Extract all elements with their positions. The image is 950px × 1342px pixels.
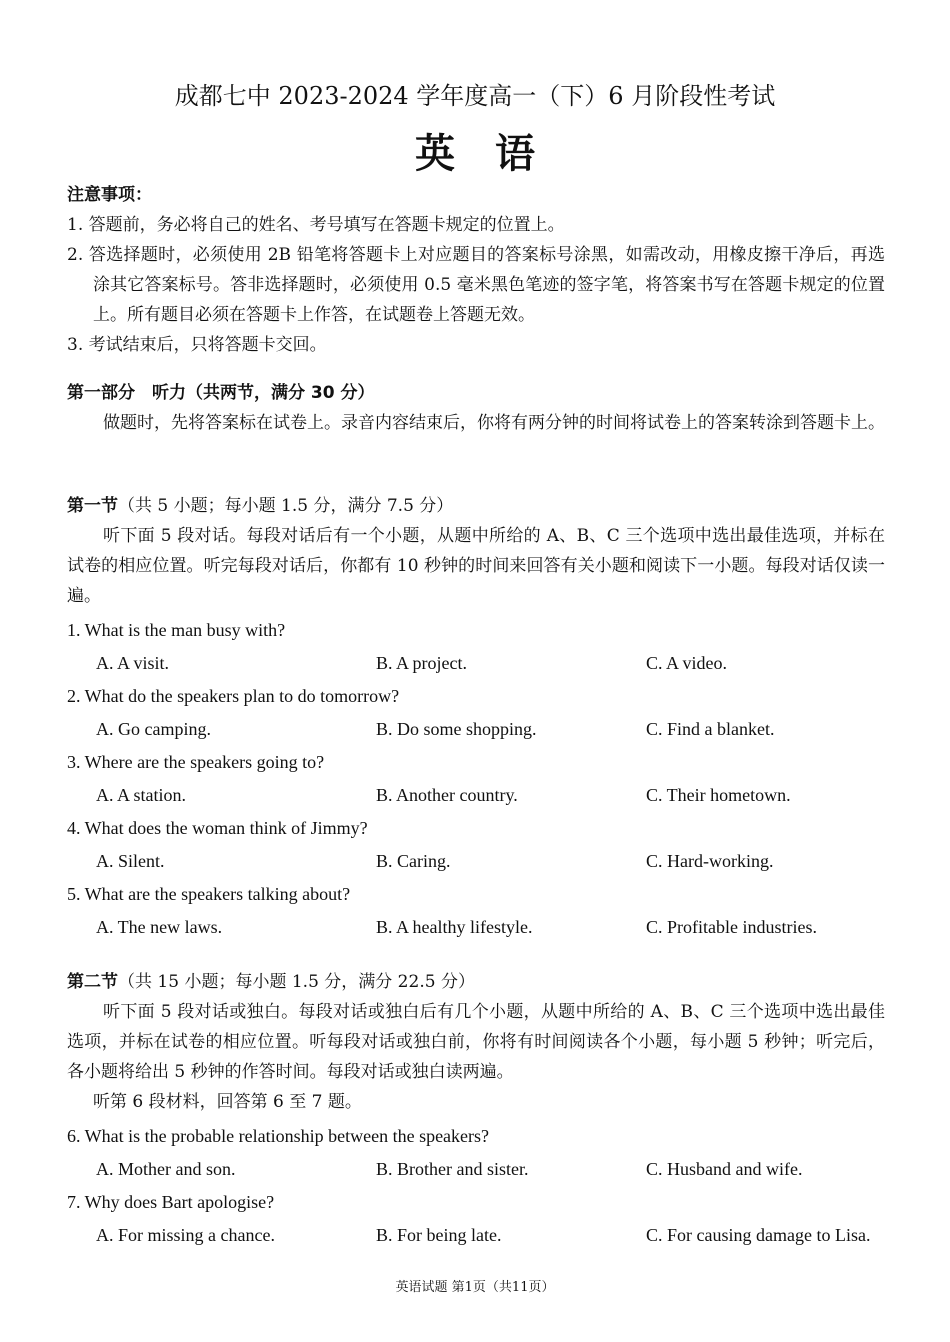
question-6: 6. What is the probable relationship between the speakers? bbox=[67, 1126, 490, 1146]
option-a: A. For missing a chance. bbox=[96, 1225, 275, 1245]
section1-heading-detail: （共 5 小题；每小题 1.5 分，满分 7.5 分） bbox=[118, 496, 454, 516]
option-c: C. Profitable industries. bbox=[646, 917, 817, 937]
notice-item-2: 2. 答选择题时，必须使用 2B 铅笔将答题卡上对应题目的答案标号涂黑，如需改动，用橡皮擦干净后，再选涂其它答案标号。答非选择题时，必须使用 0.5 毫米黑色笔迹的签字笔，将答案书写在答题卡规定的位置上。所有题目必须在答题卡上作答，在试题卷上答题无效。 bbox=[67, 245, 885, 325]
option-a: A. A station. bbox=[96, 785, 187, 805]
section2 bbox=[67, 967, 885, 1252]
question-3: 3. Where are the speakers going to? bbox=[67, 752, 325, 772]
option-a: A. A visit. bbox=[96, 653, 170, 673]
page-footer: 英语试题 第1页（共11页） bbox=[395, 1280, 555, 1295]
section1-heading bbox=[67, 491, 885, 521]
question-5: 5. What are the speakers talking about? bbox=[67, 884, 351, 904]
option-a: A. Mother and son. bbox=[96, 1159, 236, 1179]
notice-item-1: 1. 答题前，务必将自己的姓名、考号填写在答题卡规定的位置上。 bbox=[67, 215, 565, 235]
question-6-options bbox=[67, 1153, 885, 1186]
question-1: 1. What is the man busy with? bbox=[67, 620, 286, 640]
option-c: C. For causing damage to Lisa. bbox=[646, 1225, 871, 1245]
notice-item-3: 3. 考试结束后，只将答题卡交回。 bbox=[67, 335, 327, 355]
option-b: B. Brother and sister. bbox=[376, 1159, 529, 1179]
option-c: C. Hard-working. bbox=[646, 851, 774, 871]
option-b: B. A healthy lifestyle. bbox=[376, 917, 533, 937]
option-c: C. Their hometown. bbox=[646, 785, 791, 805]
option-a: A. The new laws. bbox=[96, 917, 223, 937]
option-a: A. Go camping. bbox=[96, 719, 211, 739]
section1 bbox=[67, 491, 885, 944]
option-b: B. For being late. bbox=[376, 1225, 502, 1245]
question-2: 2. What do the speakers plan to do tomorrow? bbox=[67, 686, 400, 706]
question-7-options bbox=[67, 1219, 885, 1252]
section1-heading-label: 第一节 bbox=[67, 496, 118, 516]
option-a: A. Silent. bbox=[96, 851, 165, 871]
subject-title: 英语 bbox=[415, 131, 575, 177]
section2-intro: 听下面 5 段对话或独白。每段对话或独白后有几个小题，从题中所给的 A、B、C 三个选项中选出最佳选项，并标在试卷的相应位置。听每段对话或独白前，你将有时间阅读各个小题，每小题 5 秒钟；听完后，各小题将给出 5 秒钟的作答时间。每段对话或独白读两遍。 bbox=[67, 1002, 885, 1082]
section1-intro: 听下面 5 段对话。每段对话后有一个小题，从题中所给的 A、B、C 三个选项中选出最佳选项，并标在试卷的相应位置。听完每段对话后，你都有 10 秒钟的时间来回答有关小题和阅读下一小题。每段对话仅读一遍。 bbox=[67, 526, 885, 606]
option-b: B. Do some shopping. bbox=[376, 719, 537, 739]
option-b: B. Another country. bbox=[376, 785, 518, 805]
option-c: C. A video. bbox=[646, 653, 728, 673]
material-note: 听第 6 段材料，回答第 6 至 7 题。 bbox=[93, 1092, 362, 1112]
part1-intro: 做题时，先将答案标在试卷上。录音内容结束后，你将有两分钟的时间将试卷上的答案转涂到答题卡上。 bbox=[103, 413, 885, 433]
part1-heading: 第一部分 听力（共两节，满分 30 分） bbox=[67, 383, 375, 403]
question-4-options bbox=[67, 845, 885, 878]
section2-heading-detail: （共 15 小题；每小题 1.5 分，满分 22.5 分） bbox=[118, 972, 475, 992]
question-5-options bbox=[67, 911, 885, 944]
question-2-options bbox=[67, 713, 885, 746]
option-c: C. Find a blanket. bbox=[646, 719, 775, 739]
question-7: 7. Why does Bart apologise? bbox=[67, 1192, 275, 1212]
question-3-options bbox=[67, 779, 885, 812]
notice-heading: 注意事项： bbox=[67, 185, 152, 205]
section2-heading bbox=[67, 967, 885, 997]
part1-section bbox=[67, 378, 885, 438]
exam-title: 成都七中 2023-2024 学年度高一（下）6 月阶段性考试 bbox=[174, 82, 776, 110]
option-c: C. Husband and wife. bbox=[646, 1159, 803, 1179]
notice-section bbox=[67, 180, 885, 360]
question-1-options bbox=[67, 647, 885, 680]
question-4: 4. What does the woman think of Jimmy? bbox=[67, 818, 368, 838]
option-b: B. Caring. bbox=[376, 851, 451, 871]
option-b: B. A project. bbox=[376, 653, 467, 673]
section2-heading-label: 第二节 bbox=[67, 972, 118, 992]
